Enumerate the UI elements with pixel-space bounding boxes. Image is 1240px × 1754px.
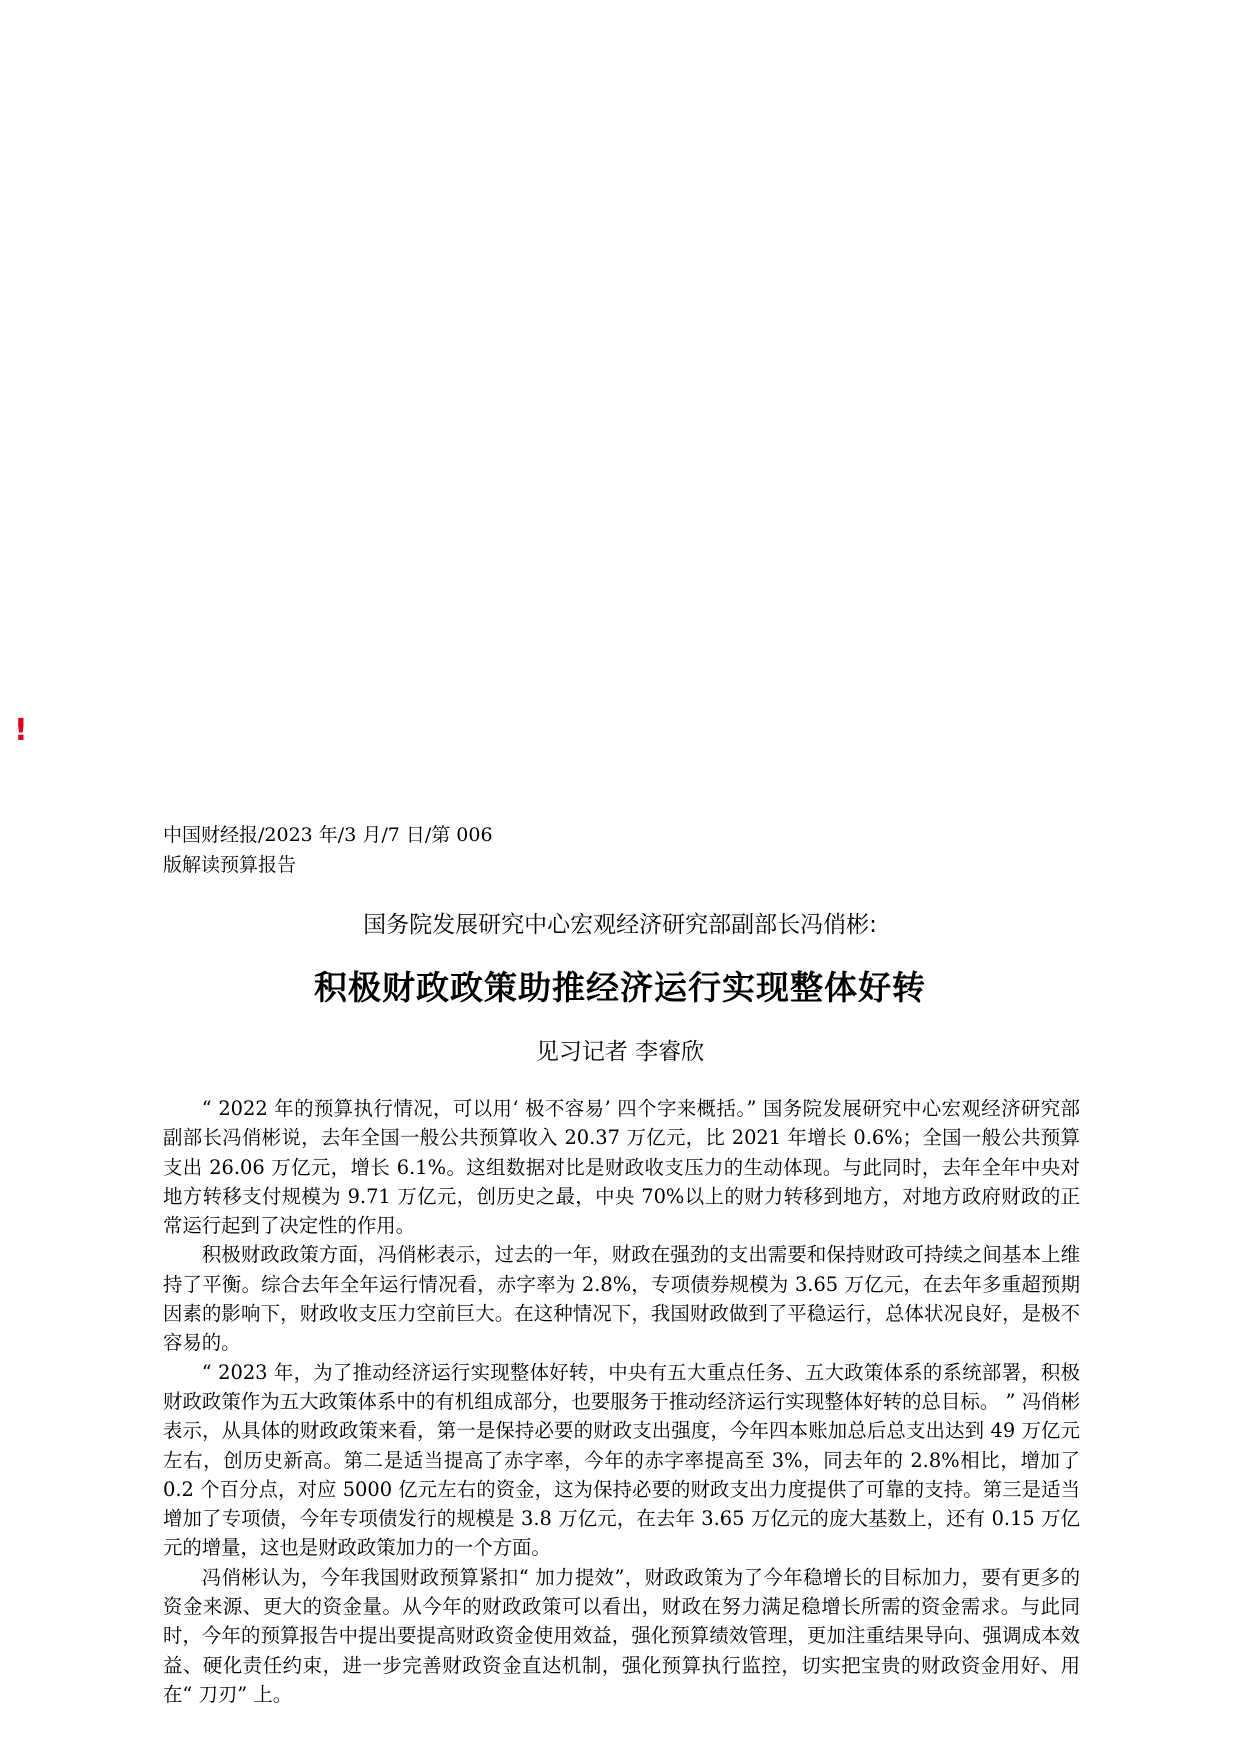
source-line-2: 版解读预算报告: [163, 854, 297, 876]
paragraph: 冯俏彬认为，今年我国财政预算紧扣“ 加力提效”，财政政策为了今年稳增长的目标加力，要有更多的资金来源、更大的资金量。从今年的财政政策可以看出，财政在努力满足稳增长所需的资金需求。与此同时，今年的预算报告中提出要提高财政资金使用效益，强化预算绩效管理，更加注重结果导向、强调成本效益、硬化责任约束，进一步完善财政资金直达机制，强化预算执行监控，切实把宝贵的财政资金用好、用在“ 刀刃” 上。: [163, 1565, 1080, 1706]
exclamation-mark: !: [14, 713, 28, 748]
paragraph: “ 2023 年，为了推动经济运行实现整体好转，中央有五大重点任务、五大政策体系的系统部署，积极财政政策作为五大政策体系中的有机组成部分，也要服务于推动经济运行实现整体好转的总目标。 ” 冯俏彬表示，从具体的财政政策来看，第一是保持必要的财政支出强度，今年四本账加总后总支出达到 49 万亿元左右，创历史新高。第二是适当提高了赤字率，今年的赤字率提高至 3%，同去年的 2.8%相比，增加了 0.2 个百分点，对应 5000 亿元左右的资金，这为保持必要的财政支出力度提供了可靠的支持。第三是适当增加了专项债，今年专项债发行的规模是 3.8 万亿元，在去年 3.65 万亿元的庞大基数上，还有 0.15 万亿元的增量，这也是财政政策加力的一个方面。: [163, 1360, 1080, 1560]
article-title: 积极财政政策助推经济运行实现整体好转: [314, 968, 926, 1007]
paragraph: “ 2022 年的预算执行情况，可以用‘ 极不容易’ 四个字来概括。” 国务院发展研究中心宏观经济研究部副部长冯俏彬说，去年全国一般公共预算收入 20.37 万亿元，比 2021 年增长 0.6%；全国一般公共预算支出 26.06 万亿元，增长 6.1%。这组数据对比是财政收支压力的生动体现。与此同时，去年全年中央对地方转移支付规模为 9.71 万亿元，创历史之最，中央 70%以上的财力转移到地方，对地方政府财政的正常运行起到了决定性的作用。: [163, 1097, 1080, 1238]
source-line: [163, 820, 523, 880]
article-subtitle: 国务院发展研究中心宏观经济研究部副部长冯俏彬:: [363, 912, 877, 938]
paragraph: 积极财政政策方面，冯俏彬表示，过去的一年，财政在强劲的支出需要和保持财政可持续之间基本上维持了平衡。综合去年全年运行情况看，赤字率为 2.8%，专项债券规模为 3.65 万亿元，在去年多重超预期因素的影响下，财政收支压力空前巨大。在这种情况下，我国财政做到了平稳运行，总体状况良好，是极不容易的。: [163, 1243, 1080, 1355]
article-author: 见习记者 李睿欣: [535, 1039, 705, 1065]
article-body: [163, 1094, 1080, 1709]
source-line-1: 中国财经报/2023 年/3 月/7 日/第 006: [163, 824, 493, 846]
